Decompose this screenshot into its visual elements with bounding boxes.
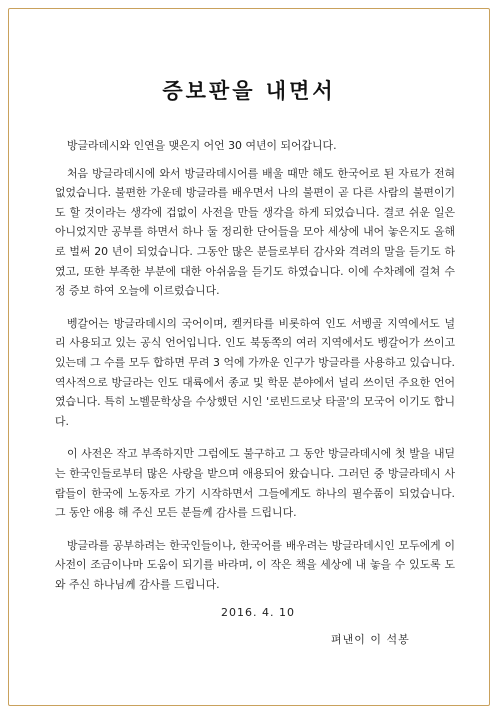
- paragraph-4: 이 사전은 작고 부족하지만 그럼에도 불구하고 그 동안 방글라데시에 첫 발을 내딛는 한국인들로부터 많은 사랑을 받으며 애용되어 왔습니다. 그러던 중 방글라데시 사람들이 한국에 노동자로 가기 시작하면서 그들에게도 하나의 필수품이 되었습니다. 그 동안 애용 해 주신 모든 분들께 감사를 드립니다.: [55, 447, 455, 520]
- document-body: [55, 136, 455, 607]
- document-date: 2016. 4. 10: [221, 606, 295, 619]
- paragraph-3: 벵갈어는 방글라데시의 국어이며, 켈커타를 비롯하여 인도 서벵골 지역에서도 널리 사용되고 있는 공식 언어입니다. 인도 북동쪽의 여러 지역에서도 벵갈어가 쓰이고 있는데 그 수를 모두 합하면 무려 3 억에 가까운 인구가 방글라를 사용하고 있습니다. 역사적으로 방글라는 인도 대륙에서 종교 및 학문 분야에서 널리 쓰이던 주요한 언어였습니다. 특히 노벨문학상을 수상했던 시인 '로빈드로낫 타골'의 모국어 이기도 합니다.: [55, 316, 455, 428]
- document-title: 증보판을 내면서: [162, 79, 336, 103]
- paragraph-2: 처음 방글라데시에 와서 방글라데시어를 배울 때만 해도 한국어로 된 자료가 전혀 없었습니다. 불편한 가운데 방글라를 배우면서 나의 불편이 곧 다른 사람의 불편이기도 할 것이라는 생각에 겁없이 사전을 만들 생각을 하게 되었습니다. 결코 쉬운 일은 아니었지만 공부를 하면서 하나 둘 정리한 단어들을 모아 세상에 내어 놓은지도 올해로 벌써 20 년이 되었습니다. 그동안 많은 분들로부터 감사와 격려의 말을 듣기도 하였고, 또한 부족한 부분에 대한 아쉬움을 듣기도 하였습니다. 이에 수차례에 걸쳐 수정 증보 하여 오늘에 이르렀습니다.: [55, 166, 455, 298]
- paragraph-5: 방글라를 공부하려는 한국인들이나, 한국어를 배우려는 방글라데시인 모두에게 이 사전이 조금이나마 도움이 되기를 바라며, 이 작은 책을 세상에 내 놓을 수 있도록 도와 주신 하나님께 감사를 드립니다.: [55, 538, 455, 591]
- paragraph-1: 방글라데시와 인연을 맺은지 어언 30 여년이 되어갑니다.: [67, 139, 337, 152]
- document-signature: 펴낸이 이 석봉: [331, 633, 410, 646]
- document-page: [8, 8, 490, 706]
